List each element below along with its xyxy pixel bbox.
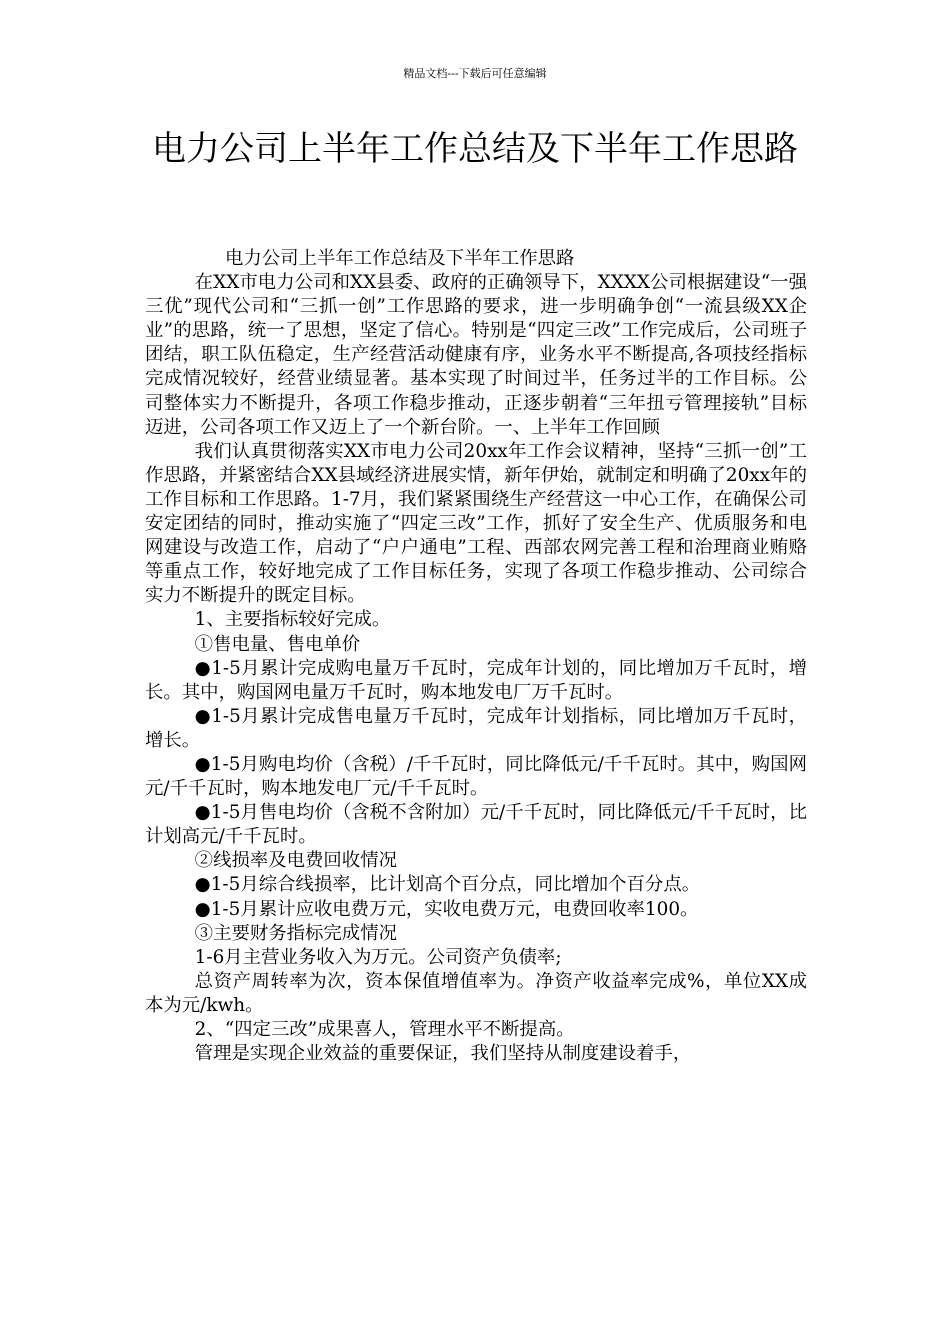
document-body xyxy=(145,247,807,1066)
document-subtitle: 电力公司上半年工作总结及下半年工作思路 xyxy=(225,248,575,269)
subsection-heading-line-loss: ②线损率及电费回收情况 xyxy=(194,850,397,872)
section-heading-reform: 2、“四定三改”成果喜人，管理水平不断提高。 xyxy=(194,1019,575,1040)
header-note: 精品文档---下载后可任意编辑 xyxy=(403,67,547,80)
bullet-line-loss: ●1-5月综合线损率，比计划高个百分点，同比增加个百分点。 xyxy=(194,874,701,896)
document-title: 电力公司上半年工作总结及下半年工作思路 xyxy=(152,129,798,169)
section-heading-indicators: 1、主要指标较好完成。 xyxy=(194,609,391,631)
paragraph-revenue: 1-6月主营业务收入为万元。公司资产负债率; xyxy=(194,946,562,968)
bullet-sales-volume: ●1-5月累计完成售电量万千瓦时，完成年计划指标，同比增加万千瓦时，增长。 xyxy=(145,705,807,751)
paragraph-review: 我们认真贯彻落实XX市电力公司20xx年工作会议精神，坚持“三抓一创”工作思路，并紧密结合XX县域经济进展实情，新年伊始，就制定和明确了20xx年的工作目标和工作思路。1-7月，我们紧紧围绕生产经营这一中心工作，在确保公司安定团结的同时，推动实施了“四定三改”工作，抓好了安全生产、优质服务和电网建设与改造工作，启动了“户户通电”工程、西部农网完善工程和治理商业贿赂等重点工作，较好地完成了工作目标任务，实现了各项工作稳步推动、公司综合实力不断提升的既定目标。 xyxy=(145,440,807,607)
bullet-fee-collection: ●1-5月累计应收电费万元，实收电费万元，电费回收率100。 xyxy=(194,898,699,920)
paragraph-asset-turnover: 总资产周转率为次，资本保值增值率为。净资产收益率完成%，单位XX成本为元/kwh。 xyxy=(145,970,807,1016)
bullet-purchase-price: ●1-5月购电均价（含税）/千千瓦时，同比降低元/千千瓦时。其中，购国网元/千千瓦时，购本地发电厂元/千千瓦时。 xyxy=(145,753,807,800)
paragraph-management: 管理是实现企业效益的重要保证，我们坚持从制度建设着手， xyxy=(194,1043,692,1065)
subsection-heading-finance: ③主要财务指标完成情况 xyxy=(194,922,397,944)
bullet-purchase-volume: ●1-5月累计完成购电量万千瓦时，完成年计划的，同比增加万千瓦时，增长。其中，购国网电量万千瓦时，购本地发电厂万千瓦时。 xyxy=(145,657,807,703)
paragraph-intro: 在XX市电力公司和XX县委、政府的正确领导下，XXXX公司根据建设“一强三优”现代公司和“三抓一创”工作思路的要求，进一步明确争创“一流县级XX企业”的思路，统一了思想，坚定了信心。特别是“四定三改”工作完成后，公司班子团结，职工队伍稳定，生产经营活动健康有序，业务水平不断提高,各项技经指标完成情况较好，经营业绩显著。基本实现了时间过半，任务过半的工作目标。公司整体实力不断提升，各项工作稳步推动，正逐步朝着“三年扭亏管理接轨”目标迈进，公司各项工作又迈上了一个新台阶。一、上半年工作回顾 xyxy=(145,272,807,438)
subsection-heading-sales: ①售电量、售电单价 xyxy=(194,633,361,655)
bullet-sales-price: ●1-5月售电均价（含税不含附加）元/千千瓦时，同比降低元/千千瓦时，比计划高元/千千瓦时。 xyxy=(145,802,807,848)
